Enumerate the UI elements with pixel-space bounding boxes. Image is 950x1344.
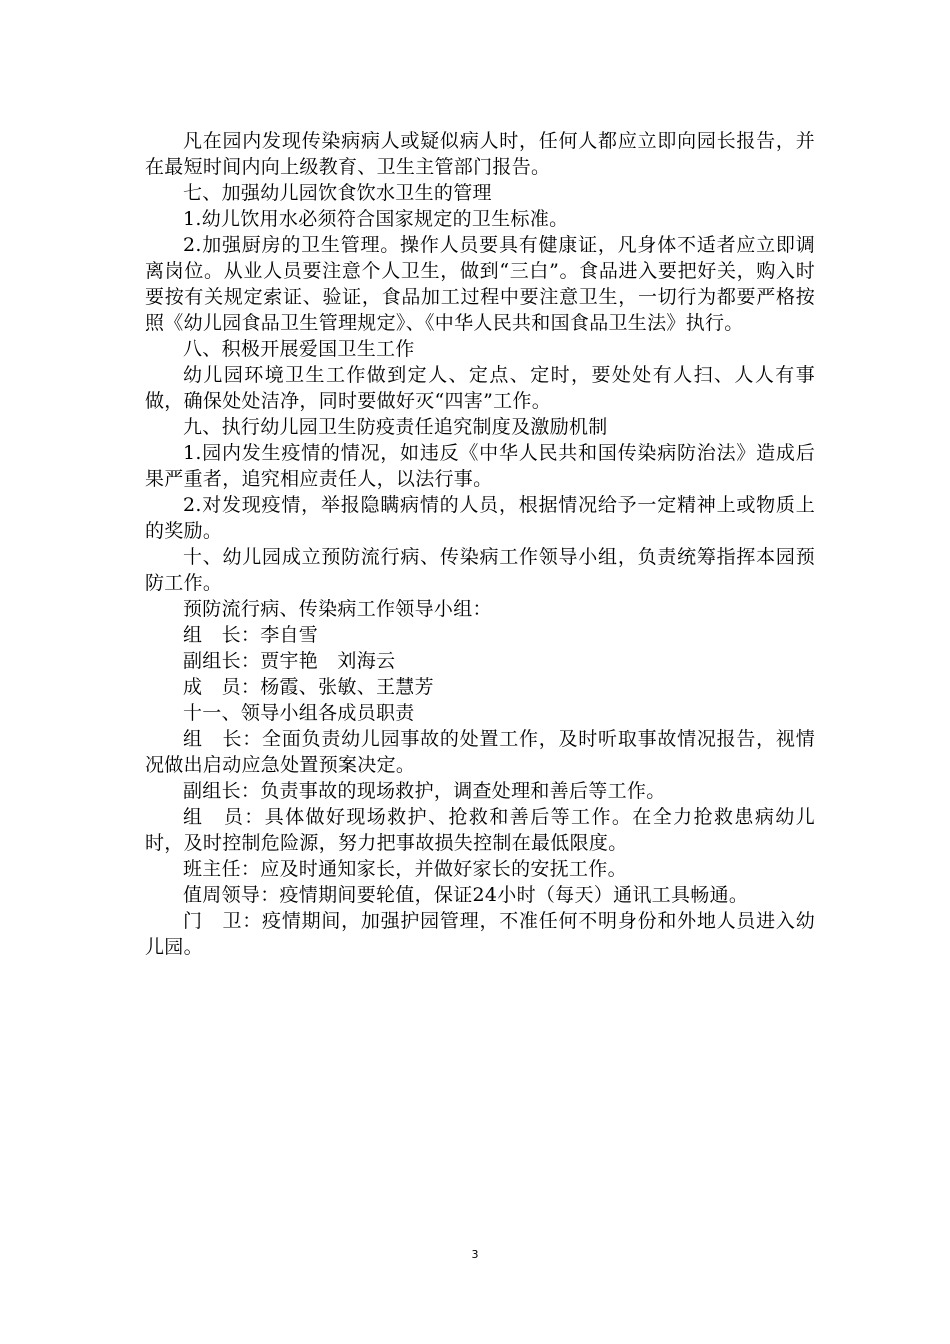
paragraph-reward: 2.对发现疫情，举报隐瞒病情的人员，根据情况给予一定精神上或物质上的奖励。 [145,494,815,542]
paragraph-environment-hygiene: 幼儿园环境卫生工作做到定人、定点、定时，要处处有人扫、人人有事做，确保处处洁净，同时要做好灭“四害”工作。 [145,364,815,412]
paragraph-leader-duty: 组 长：全面负责幼儿园事故的处置工作，及时听取事故情况报告，视情况做出启动应急处置预案决定。 [145,728,815,776]
paragraph-member-duty: 组 员：具体做好现场救护、抢救和善后等工作。在全力抢救患病幼儿时，及时控制危险源，努力把事故损失控制在最低限度。 [145,806,815,854]
paragraph-members: 成 员：杨霞、张敏、王慧芳 [183,676,434,698]
section-heading-10: 十、幼儿园成立预防流行病、传染病工作领导小组，负责统筹指挥本园预防工作。 [145,546,815,594]
section-heading-11: 十一、领导小组各成员职责 [183,702,415,724]
paragraph-weekly-leader-duty: 值周领导：疫情期间要轮值，保证24小时（每天）通讯工具畅通。 [183,884,749,906]
paragraph-infectious-report: 凡在园内发现传染病病人或疑似病人时，任何人都应立即向园长报告，并在最短时间内向上级教育、卫生主管部门报告。 [145,130,815,178]
paragraph-guard-duty: 门 卫：疫情期间，加强护园管理，不准任何不明身份和外地人员进入幼儿园。 [145,910,815,958]
paragraph-deputy-leaders: 副组长：贾宇艳 刘海云 [183,650,396,672]
paragraph-accountability: 1.园内发生疫情的情况，如违反《中华人民共和国传染病防治法》造成后果严重者，追究相应责任人，以法行事。 [145,442,815,490]
paragraph-teacher-duty: 班主任：应及时通知家长，并做好家长的安抚工作。 [183,858,627,880]
paragraph-water-standard: 1.幼儿饮用水必须符合国家规定的卫生标准。 [183,208,569,230]
paragraph-leadership-group-title: 预防流行病、传染病工作领导小组： [183,598,492,620]
section-heading-9: 九、执行幼儿园卫生防疫责任追究制度及激励机制 [183,416,608,438]
section-heading-8: 八、积极开展爱国卫生工作 [183,338,415,360]
paragraph-deputy-duty: 副组长：负责事故的现场救护，调查处理和善后等工作。 [183,780,666,802]
paragraph-kitchen-hygiene: 2.加强厨房的卫生管理。操作人员要具有健康证，凡身体不适者应立即调离岗位。从业人员要注意个人卫生，做到“三白”。食品进入要把好关，购入时要按有关规定索证、验证，食品加工过程中要注意卫生，一切行为都要严格按照《幼儿园食品卫生管理规定》、《中华人民共和国食品卫生法》执行。 [145,234,815,334]
page-number: 3 [471,1248,479,1261]
paragraph-group-leader: 组 长：李自雪 [183,624,319,646]
document-body [145,128,815,960]
section-heading-7: 七、加强幼儿园饮食饮水卫生的管理 [183,182,492,204]
